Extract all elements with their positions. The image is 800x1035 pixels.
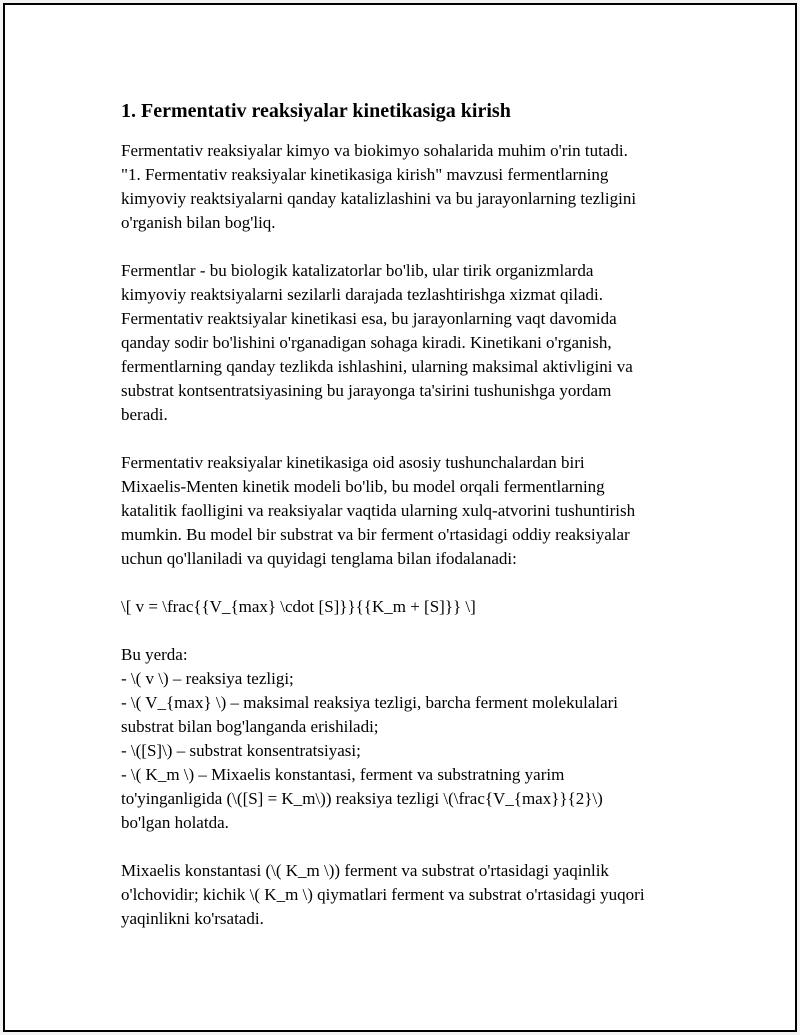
text-line: Mixaelis konstantasi (\( K_m \)) ferment va substrat o'rtasidagi yaqinlik — [121, 861, 609, 880]
text-line: mumkin. Bu model bir substrat va bir ferment o'rtasidagi oddiy reaksiyalar — [121, 525, 630, 544]
text-line: Bu yerda: — [121, 645, 188, 664]
text-line: beradi. — [121, 405, 168, 424]
list-item: - \( V_{max} \) – maksimal reaksiya tezligi, barcha ferment molekulalari — [121, 693, 619, 712]
text-line: to'yinganligida (\([S] = K_m\)) reaksiya tezligi \(\frac{V_{max}}{2}\) — [121, 789, 603, 808]
text-line: Mixaelis-Menten kinetik modeli bo'lib, bu model orqali fermentlarning — [121, 477, 605, 496]
text-line: substrat bilan bog'langanda erishiladi; — [121, 717, 379, 736]
text-line: katalitik faolligini va reaksiyalar vaqtida ularning xulq-atvorini tushuntirish — [121, 501, 636, 520]
text-line: Fermentativ reaksiyalar kimyo va biokimyo sohalarida muhim o'rin tutadi. — [121, 141, 628, 160]
paragraph-michaelis-menten — [121, 451, 701, 571]
document-page — [3, 3, 797, 1032]
text-line: Fermentativ reaksiyalar kinetikasiga oid asosiy tushunchalardan biri — [121, 453, 585, 472]
paragraph-definitions — [121, 643, 701, 835]
text-line: o'rganish bilan bog'liq. — [121, 213, 276, 232]
paragraph-km — [121, 859, 701, 931]
text-line: substrat kontsentratsiyasining bu jarayonga ta'sirini tushunishga yordam — [121, 381, 612, 400]
paragraph-intro — [121, 139, 701, 235]
paragraph-enzymes — [121, 259, 701, 427]
text-line: kimyoviy reaktsiyalarni sezilarli darajada tezlashtirishga xizmat qiladi. — [121, 285, 603, 304]
equation-text: \[ v = \frac{{V_{max} \cdot [S]}}{{K_m + [S]}} \] — [121, 597, 476, 616]
text-line: fermentlarning qanday tezlikda ishlashini, ularning maksimal aktivligini va — [121, 357, 633, 376]
text-line: kimyoviy reaktsiyalarni qanday katalizlashini va bu jarayonlarning tezligini — [121, 189, 637, 208]
document-title: 1. Fermentativ reaksiyalar kinetikasiga kirish — [121, 100, 511, 122]
document-content — [121, 97, 701, 955]
list-item: - \( v \) – reaksiya tezligi; — [121, 669, 294, 688]
list-item: - \([S]\) – substrat konsentratsiyasi; — [121, 741, 361, 760]
equation — [121, 595, 701, 619]
text-line: qanday sodir bo'lishini o'rganadigan sohaga kiradi. Kinetikani o'rganish, — [121, 333, 612, 352]
text-line: "1. Fermentativ reaksiyalar kinetikasiga kirish" mavzusi fermentlarning — [121, 165, 609, 184]
text-line: yaqinlikni ko'rsatadi. — [121, 909, 264, 928]
text-line: uchun qo'llaniladi va quyidagi tenglama bilan ifodalanadi: — [121, 549, 517, 568]
list-item: - \( K_m \) – Mixaelis konstantasi, ferment va substratning yarim — [121, 765, 565, 784]
text-line: Fermentativ reaktsiyalar kinetikasi esa, bu jarayonlarning vaqt davomida — [121, 309, 617, 328]
text-line: Fermentlar - bu biologik katalizatorlar bo'lib, ular tirik organizmlarda — [121, 261, 594, 280]
text-line: o'lchovidir; kichik \( K_m \) qiymatlari ferment va substrat o'rtasidagi yuqori — [121, 885, 645, 904]
text-line: bo'lgan holatda. — [121, 813, 229, 832]
